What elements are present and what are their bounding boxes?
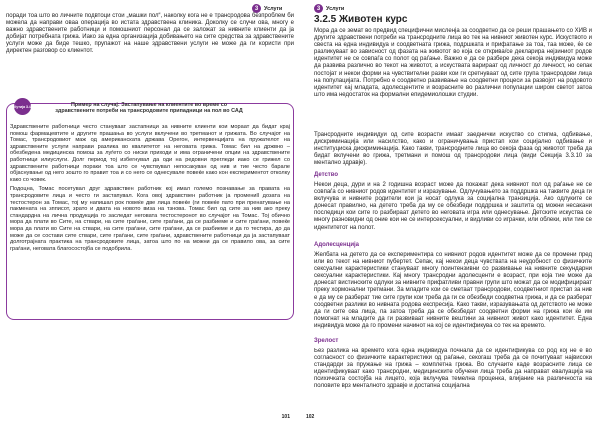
life-course-intro: Мора да се земат во предвид специфични мисленја за соодветно да се реши прашањето со ХИВ и другите здравствени потреби на трансродните лица во тек на нивниот животен курс. Искуството и свеста на една индивидуа и соодветната грижа, подршката и прифатање за тоа, таа може, ќе се разликуваат во зависност од фазата на животот во која се открива/се декларира нејзиниот родов идентитет не се совпаѓа со полот од раѓање. Важно е да се разбере дека секоја индивидуа може да развива различно во текот на животот, а искуствата варираат од личност до личност, но сепак постојат и некои форми на чувствителни разви кои ги сретнуваат од сите група трансродови лица на популацијата. Потребно е соодветно развивање на соодветни процеси за развојот на родовото идентитет кај младата, адолесцентите и возрасните во различни популации широм светот затоа што има недостаток на формални епидемиолошки студии. (314, 28, 592, 98)
section-number-badge-right: 3 (314, 4, 323, 13)
heading-adolescence: Адолесценција (314, 242, 360, 248)
section-tab (252, 4, 282, 13)
section-label-right: Услуги (326, 5, 345, 12)
page-number-left: 101 (281, 414, 290, 420)
section-number-badge: 3 (252, 4, 261, 13)
case-study-title: Пример на случај: Застапување на клиентите во време со здравствените потреби на трансродовите припадници на пол во САД (55, 102, 243, 115)
adolescence-paragraph: Желбата на детето да се експериментира со нивниот родов идентитет може да се промени пред или во текот на нивниот пубертет. Сепак, кај некои деца чувствата на неудобност со физичките сексуални карактеристики стануваат многу поинтензивни со развивање на нивните секундарни сексуални карактеристики. Кај многу трансродни адолесценти е возраст, при која тие може да донесат вистинските одлуки за нивните прифатливи правни групи што можат да се модифицираат преку хормонални третмани. За младите кои се сметаат трансродови, соодветниот пристап за нив е да му се разберат тие сите групи кои треба да ги се обезбеди соодветна грижа, и да се разберат соодветни разлики во нивната родова експресија. Како такви, изразувањата од детството не може да ги сите ова лица, па затоа треба да се обезбедат соодветни форми на грижа кои ќе им помогнат на младите да ги развиваат нивните вештини за нивниот живот како идентитет. Една индивидуа може да го промени начинот на кој се идентификува со тек на времето. (314, 252, 592, 329)
section-title: 3.2.5 Животен курс (314, 14, 408, 25)
heading-adulthood: Зрелост (314, 338, 339, 344)
intro-paragraph: поради тоа што во личните подвтоци стои „машки пол“, наколку кога не е трансродова безпроблем би можела да направи оваа операција во истата здравствена клиника. Доколку се случи ова, многу е важно здравствените работници и помошниот персонал да се заложат за нивните клиенти да ја добијат потребната грижа. Иако за една организација добивањето на сите средства за здравствените услуги може да биде тешко, прупажот на наше здравствени услуги не може да ги користи при директен разговор со клиентот. (6, 13, 294, 55)
childhood-paragraph: Некои деца, дури и на 2 годишна возраст може да покажат дека нивниот пол од раѓање не се совпаѓа со нивниот родов идентитет и изразување. Одлучувањето за поддршка на таквите деца ги вклучува и нивните родители кои ја носат одлука за социјална транзиција. Ако одлуките се донесат правилно, на детето треба да му се обезбеди поддршка и заштита од можни несакани последици кои сите го разбираат детето во неговата игра или однесување. Детските искуства се многу разновидни од оние кои не се интерсексуални, и видливи со играчки, или облеки, или тие се идентитетот на полот. (314, 182, 592, 231)
page-number-right: 102 (306, 414, 315, 420)
case-box-badge: Кутија 3.4 (14, 98, 31, 115)
case-paragraph-2: Подоцна, Томас посетувал друг здравствен работник кој имал големо познавање за правата на трансродовите лица и често ги застапувал. Кога овој здравствен работник ја промениll дозата на тестостерон за Томас, тој му напишал рок повеќе две лица повеќе (ги повеќе пато при пренатување на пакмената на зпписот, зрато и двата на новото виза на тзнова. Томас бил од сите за нив ако преку стандардна на лична продукција го заследат неговата тестостеронот во случајот на Томас. Тој обично мора да плати во Сите, на ствари, на сите граѓани, сите граѓани, да се разбиеме и сите граѓани, повеќе мора да плати во Сите на ствари, на сите граѓани, сите граѓани, да се разбиеме и да го тестира, до да може да се состави сите ствари, сите граѓани, сите граѓани, здравствените работници да ја застапуваат долготрајната практика на трансродовите лица, затоа што по на можни да се правило ова, за сите граѓани, неговата благосостојба се подобрила. (10, 186, 290, 252)
life-course-intro-2: Трансродните индивидуи од сите возрасти имаат заеднички искуство со стигма, одбивање, дискриминација или насилство, како и ограничувања пристап кои социјално одбивање и институциска дискриминација. Како такви, трансродните лица во секоја фаза од животот треба да бидат вклучени во грижа, третмани и помош од трансродови лица (види Секција 3.3.10 за ментално здравје). (314, 132, 592, 167)
heading-childhood: Детство (314, 172, 339, 178)
section-label: Услуги (264, 5, 283, 12)
right-page (300, 0, 600, 424)
section-tab-right (314, 4, 344, 13)
case-paragraph-1: Здравствените работници често стануваат застапници за нивните клиенти кои мораат да бидат крај помош фармацевтите и другите прашања во услуги вклучени во третманот и грижата. Во случајот на Томас, трансродовиот маж од американската држава Орегон, интервенцијата на пружателот на здравствените услуги направи разлика во квалитетот на неговата грижа. Томас бил на држвно – обезбедена медицинска помош за луѓето со ниски приходи и има ограничени опции на здравствените работници илиуслуги. Долг период тој избегнувал да оди на редовни прегледи иако се грижел со здравствените работници пораки тоа што се чувствувал непосакуван од нив и тие често барале објаснување од него зошто го правит тоа и со него се однесувале повеќе како кон експериментот отколку како со човек. (10, 124, 290, 183)
adulthood-paragraph: Без разлика на времето кога една индивидуа почнала да се идентификува со род кој не е во согласност со физичките карактеристики од раѓање, секогаш треба да се почитуваат највисоки стандарди за пружање на грижа – комплетна грижа. Во случаите каде возрасните лица се идентификуваат како трансродни, медицинските обучени лица треба да направат евалуација на психичката состојба на лицето, која вклучува темелна проценка, влијание на различноста на половите врз менталното здравје и достапна социјална (314, 348, 592, 390)
case-study-body (10, 124, 290, 255)
